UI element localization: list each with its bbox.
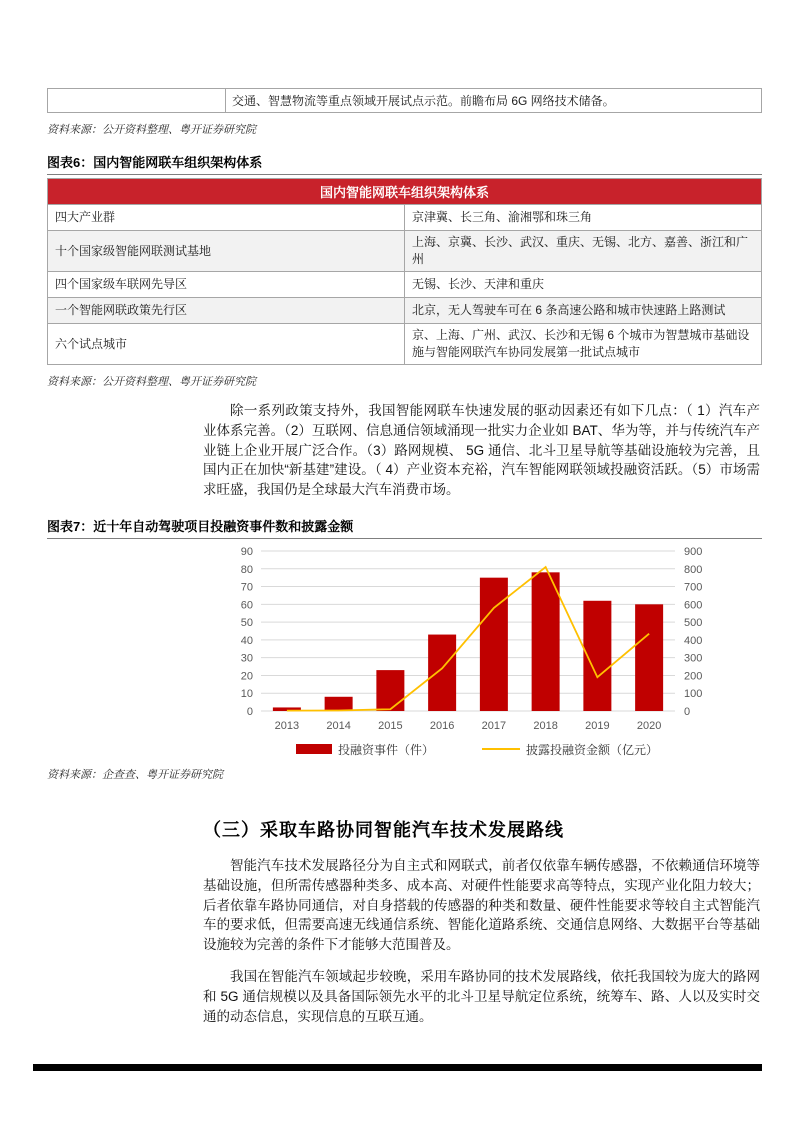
svg-text:80: 80: [240, 563, 253, 576]
table-row: [48, 89, 762, 113]
svg-text:20: 20: [240, 670, 253, 683]
svg-text:2019: 2019: [585, 719, 610, 732]
policy-table-fragment: [47, 88, 762, 113]
row-value: 京津冀、长三角、渝湘鄂和珠三角: [405, 205, 762, 231]
row-label: 六个试点城市: [48, 324, 405, 365]
table-row: [48, 205, 762, 231]
svg-text:2018: 2018: [533, 719, 558, 732]
table-row: [48, 324, 762, 365]
row-value: 北京，无人驾驶车可在 6 条高速公路和城市快速路上路测试: [405, 298, 762, 324]
figure6-caption: 图表6：国内智能网联车组织架构体系: [47, 152, 762, 175]
svg-text:2016: 2016: [429, 719, 455, 732]
source-note-3: 资料来源：企查查、粤开证券研究院: [47, 768, 223, 781]
legend-label: 投融资事件（件）: [337, 742, 434, 757]
svg-text:60: 60: [240, 599, 253, 612]
svg-text:90: 90: [240, 545, 253, 558]
section-heading: （三）采取车路协同智能汽车技术发展路线: [203, 819, 564, 840]
svg-text:600: 600: [684, 599, 703, 612]
row-label: 一个智能网联政策先行区: [48, 298, 405, 324]
row-value: 上海、京冀、长沙、武汉、重庆、无锡、北方、嘉善、浙江和广州: [405, 231, 762, 272]
footer-divider-bar: [33, 1064, 762, 1071]
source-note-2: 资料来源：公开资料整理、粤开证券研究院: [47, 376, 256, 388]
svg-text:0: 0: [684, 705, 691, 718]
row-label: 四个国家级车联网先导区: [48, 272, 405, 298]
svg-text:100: 100: [684, 688, 703, 701]
svg-text:50: 50: [240, 617, 253, 630]
fragment-left-cell: [48, 89, 226, 113]
svg-text:900: 900: [684, 545, 703, 558]
figure7-caption: 图表7：近十年自动驾驶项目投融资事件数和披露金额: [47, 516, 762, 539]
legend-label: 披露投融资金额（亿元）: [526, 742, 659, 757]
legend-item-line: [482, 741, 658, 758]
legend-item-bars: [296, 741, 434, 758]
svg-text:700: 700: [684, 581, 703, 594]
source-note-1: 资料来源：公开资料整理、粤开证券研究院: [47, 124, 256, 136]
svg-text:30: 30: [240, 652, 253, 665]
paragraph-china-route: 我国在智能汽车领域起步较晚，采用车路协同的技术发展路线，依托我国较为庞大的路网和 5G 通信规模以及具备国际领先水平的北斗卫星导航定位系统，统筹车、路、人以及实时交通的动态信息，实现信息的互联互通。: [203, 968, 760, 1024]
svg-text:70: 70: [240, 581, 253, 594]
bar-series-swatch: [296, 744, 332, 754]
table-header-row: [48, 179, 762, 205]
svg-text:2017: 2017: [481, 719, 507, 732]
svg-text:2013: 2013: [274, 719, 300, 732]
chart-legend: [217, 741, 737, 758]
table-header: 国内智能网联车组织架构体系: [48, 179, 762, 205]
figure6-table: [47, 178, 762, 365]
figure7-chart: [217, 543, 737, 758]
paragraph-policy-drivers: 除一系列政策支持外，我国智能网联车快速发展的驱动因素还有如下几点：（ 1）汽车产业体系完善。（2）互联网、信息通信领域涌现一批实力企业如 BAT、华为等，并与传统汽车产业链上企业开展广泛合作。（3）路网规模、 5G 通信、北斗卫星导航等基础设施较为完善，且国内正在加快“新基建”建设。（ 4）产业资本充裕，汽车智能网联领域投融资活跃。（5）市场需求旺盛，我国仍是全球最大汽车消费市场。: [203, 403, 760, 498]
svg-text:10: 10: [240, 688, 253, 701]
svg-text:40: 40: [240, 634, 253, 647]
svg-text:0: 0: [246, 705, 253, 718]
paragraph-tech-route: 智能汽车技术发展路径分为自主式和网联式，前者仅依靠车辆传感器，不依赖通信环境等基础设施，但所需传感器种类多、成本高、对硬件性能要求高等特点，实现产业化阻力较大；后者依靠车路协同通信，对自身搭载的传感器的种类和数量、硬件性能要求等较自主式智能汽车的要求低，但需要高速无线通信系统、智能化道路系统、交通信息网络、大数据平台等基础设施较为完善的条件下才能够大范围普及。: [203, 857, 760, 953]
row-label: 四大产业群: [48, 205, 405, 231]
table-row: [48, 272, 762, 298]
svg-text:800: 800: [684, 563, 703, 576]
fragment-right-cell: 交通、智慧物流等重点领域开展试点示范。前瞻布局 6G 网络技术储备。: [226, 89, 762, 113]
row-value: 京、上海、广州、武汉、长沙和无锡 6 个城市为智慧城市基础设施与智能网联汽车协同发展第一批试点城市: [405, 324, 762, 365]
svg-text:400: 400: [684, 634, 703, 647]
svg-text:2015: 2015: [378, 719, 403, 732]
svg-text:2020: 2020: [636, 719, 662, 732]
table-row: [48, 231, 762, 272]
line-series-swatch: [482, 748, 520, 750]
row-value: 无锡、长沙、天津和重庆: [405, 272, 762, 298]
svg-text:2014: 2014: [326, 719, 351, 732]
row-label: 十个国家级智能网联测试基地: [48, 231, 405, 272]
svg-text:300: 300: [684, 652, 703, 665]
bar-line-chart: [217, 543, 737, 739]
table-row: [48, 298, 762, 324]
svg-text:500: 500: [684, 617, 703, 630]
svg-text:200: 200: [684, 670, 703, 683]
